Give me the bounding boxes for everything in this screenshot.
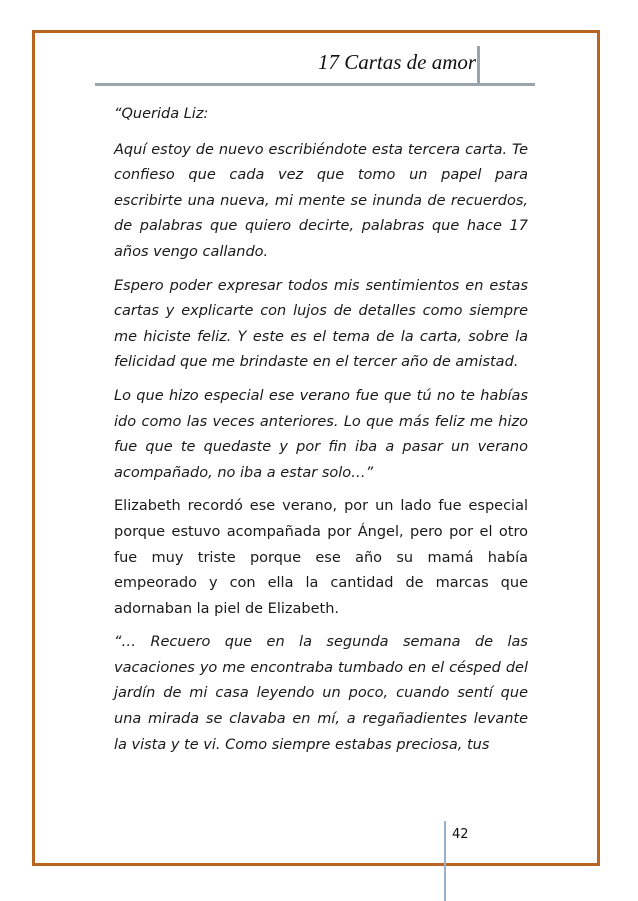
letter-paragraph: Lo que hizo especial ese verano fue que tú no te habías ido como las veces anteriores. Lo que más feliz me hizo fue que te quedaste y por fin iba a pasar un verano acompañado, no iba a estar solo…” xyxy=(114,387,528,481)
page-number: 42 xyxy=(452,827,469,842)
header-rule xyxy=(95,83,535,86)
letter-paragraph: Aquí estoy de nuevo escribiéndote esta tercera carta. Te confieso que cada vez que tomo un papel para escribirte una nueva, mi mente se inunda de recuerdos, de palabras que quiero decirte, palabras que hace 17 años vengo callando. xyxy=(114,141,528,260)
letter-paragraph: “… Recuero que en la segunda semana de las vacaciones yo me encontraba tumbado en el césped del jardín de mi casa leyendo un poco, cuando sentí que una mirada se clavaba en mí, a regañadientes levante la vista y te vi. Como siempre estabas preciosa, tus xyxy=(114,634,528,753)
header-title: 17 Cartas de amor xyxy=(318,50,477,74)
footer-divider xyxy=(444,821,446,901)
narrative-paragraph: Elizabeth recordó ese verano, por un lado fue especial porque estuvo acompañada por Ángel, pero por el otro fue muy triste porque ese año su mamá había empeorado y con ella la cantidad de marcas que adornaban la piel de Elizabeth. xyxy=(114,498,528,617)
salutation: “Querida Liz: xyxy=(114,106,209,122)
page-body xyxy=(114,102,528,766)
header-divider xyxy=(477,46,480,84)
letter-paragraph: Espero poder expresar todos mis sentimientos en estas cartas y explicarte con lujos de detalles como siempre me hiciste feliz. Y este es el tema de la carta, sobre la felicidad que me brindaste en el tercer año de amistad. xyxy=(114,277,528,371)
